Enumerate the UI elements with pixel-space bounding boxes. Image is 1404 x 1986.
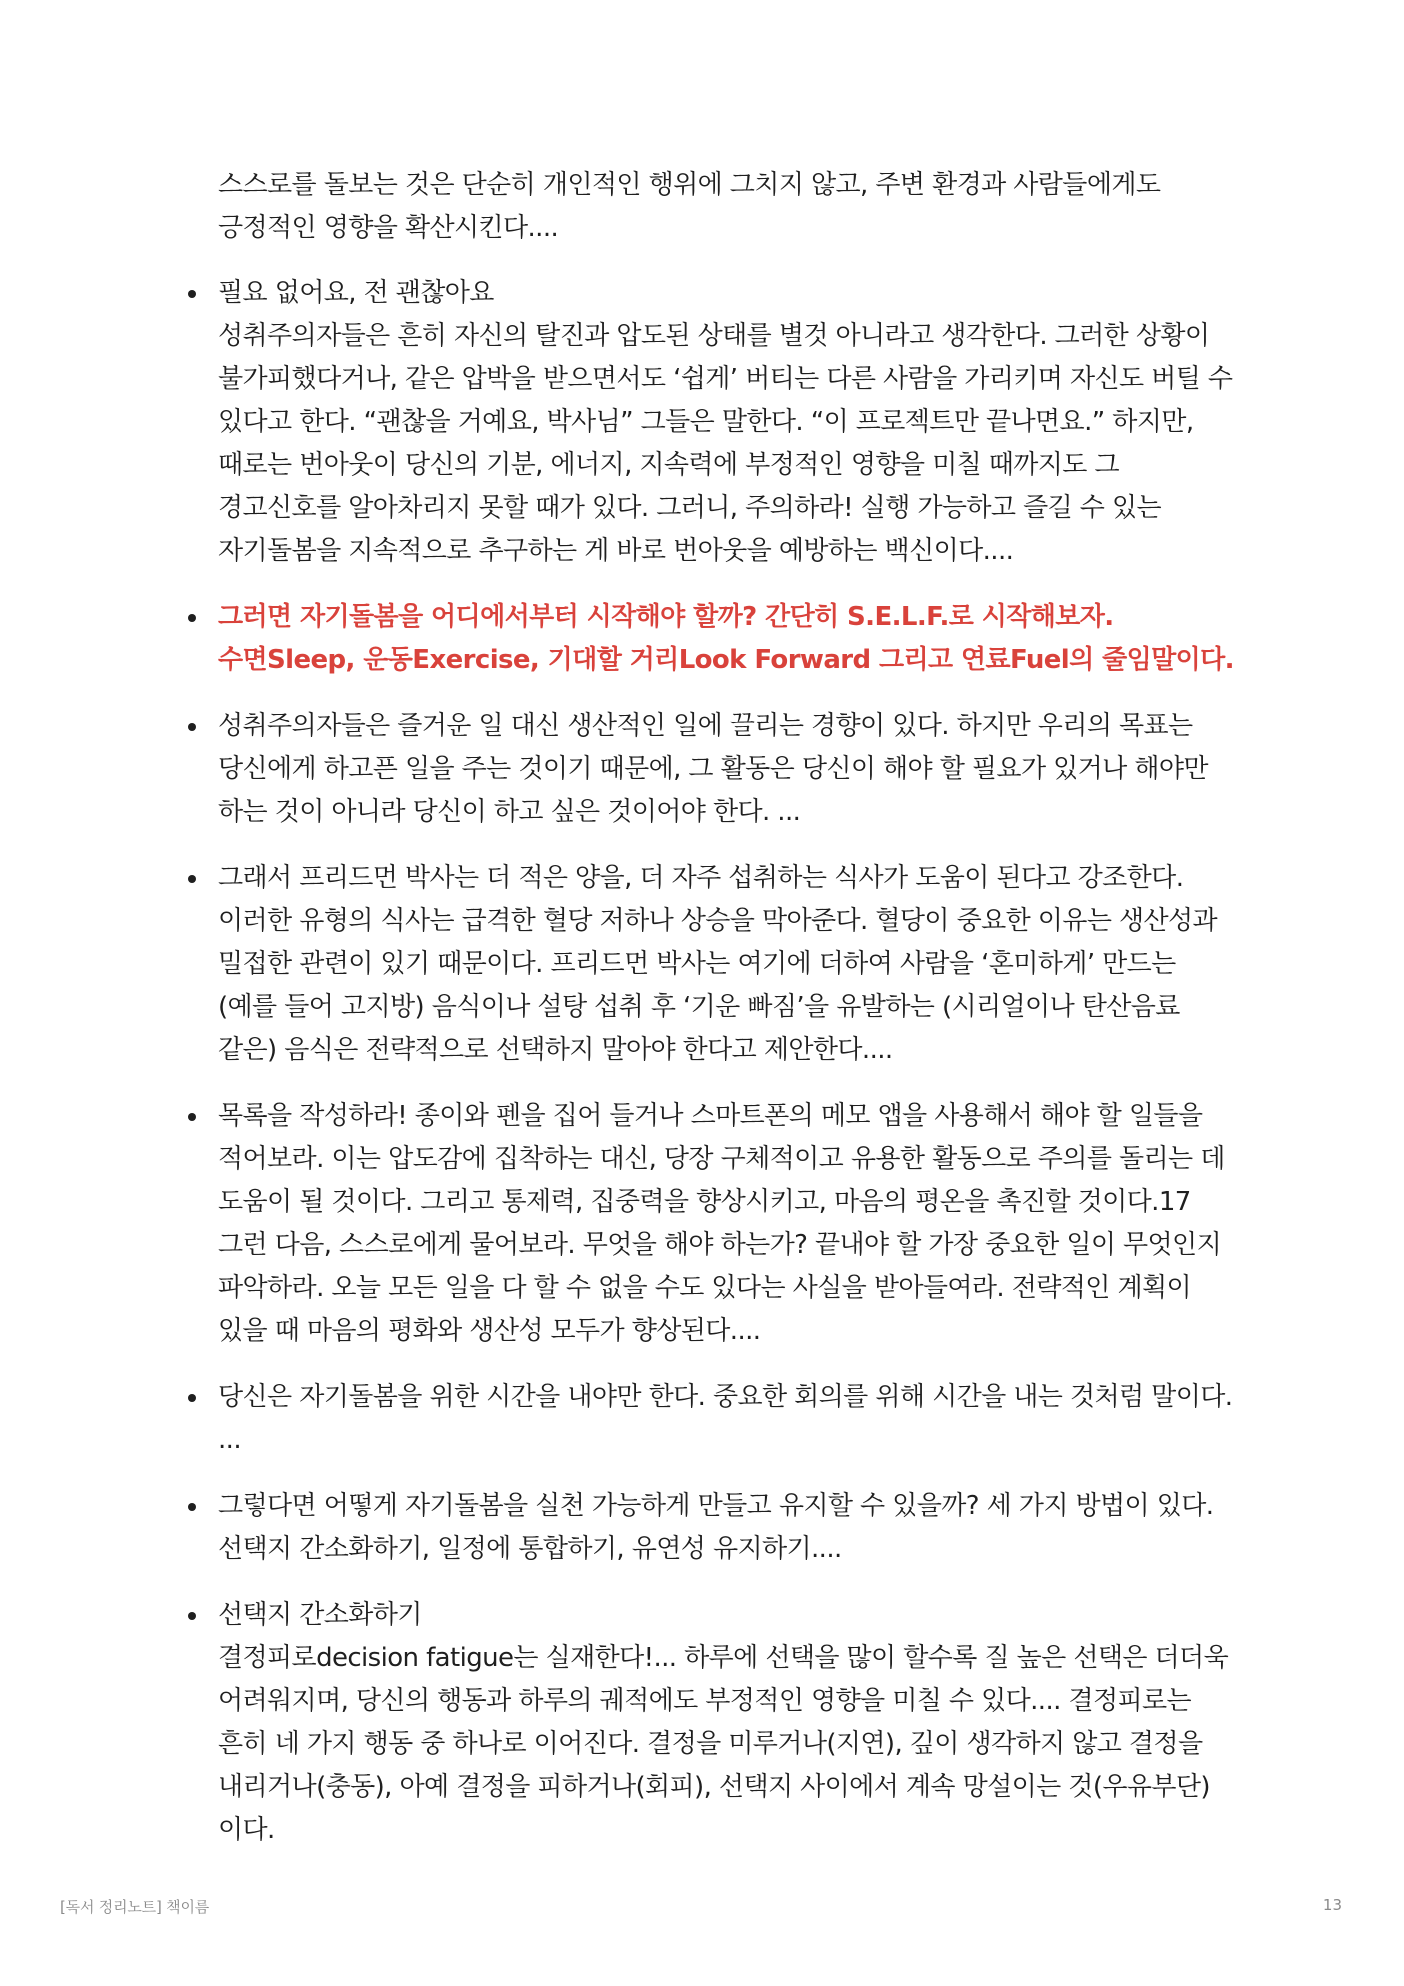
list-item-text: 당신은 자기돌봄을 위한 시간을 내야만 한다. 중요한 회의를 위해 시간을 내는 것처럼 말이다. ... (218, 1382, 1233, 1455)
list-item-text: 목록을 작성하라! 종이와 펜을 집어 들거나 스마트폰의 메모 앱을 사용해서 해야 할 일들을 적어보라. 이는 압도감에 집착하는 대신, 당장 구체적이고 유용한 활동으로 주의를 돌리는 데 도움이 될 것이다. 그리고 통제력, 집중력을 향상시키고, 마음의 평온을 촉진할 것이다.17 그런 다음, 스스로에게 물어보라. 무엇을 해야 하는가? 끝내야 할 가장 중요한 일이 무엇인지 파악하라. 오늘 모든 일을 다 할 수 없을 수도 있다는 사실을 받아들여라. 전략적인 계획이 있을 때 마음의 평화와 생산성 모두가 향상된다.... (218, 1101, 1225, 1346)
list-item-text: 그러면 자기돌봄을 어디에서부터 시작해야 할까? 간단히 S.E.L.F.로 시작해보자. 수면Sleep, 운동Exercise, 기대할 거리Look Forward 그리고 연료Fuel의 줄임말이다. (218, 602, 1234, 675)
list-item-text: 그래서 프리드먼 박사는 더 적은 양을, 더 자주 섭취하는 식사가 도움이 된다고 강조한다. 이러한 유형의 식사는 급격한 혈당 저하나 상승을 막아준다. 혈당이 중요한 이유는 생산성과 밀접한 관련이 있기 때문이다. 프리드먼 박사는 여기에 더하여 사람을 ‘혼미하게’ 만드는 (예를 들어 고지방) 음식이나 설탕 섭취 후 ‘기운 빠짐’을 유발하는 (시리얼이나 탄산음료 같은) 음식은 전략적으로 선택하지 말아야 한다고 제안한다.... (218, 863, 1218, 1065)
list-item-highlighted (218, 596, 1234, 682)
page-content (218, 164, 1234, 1875)
list-item (218, 857, 1234, 1072)
list-item-title: 필요 없어요, 전 괜찮아요 (218, 278, 494, 308)
bullet-list (218, 272, 1234, 1852)
list-item-text: 그렇다면 어떻게 자기돌봄을 실천 가능하게 만들고 유지할 수 있을까? 세 가지 방법이 있다. 선택지 간소화하기, 일정에 통합하기, 유연성 유지하기.... (218, 1491, 1214, 1564)
page-number: 13 (1322, 1896, 1342, 1914)
list-item (218, 1485, 1234, 1571)
list-item-body: 결정피로decision fatigue는 실재한다!... 하루에 선택을 많이 할수록 질 높은 선택은 더더욱 어려워지며, 당신의 행동과 하루의 궤적에도 부정적인 영향을 미칠 수 있다.... 결정피로는 흔히 네 가지 행동 중 하나로 이어진다. 결정을 미루거나(지연), 깊이 생각하지 않고 결정을 내리거나(충동), 아예 결정을 피하거나(회피), 선택지 사이에서 계속 망설이는 것(우유부단)이다. (218, 1643, 1229, 1845)
list-item (218, 1594, 1234, 1852)
intro-paragraph: 스스로를 돌보는 것은 단순히 개인적인 행위에 그치지 않고, 주변 환경과 사람들에게도 긍정적인 영향을 확산시킨다.... (218, 170, 1161, 243)
list-item-body: 성취주의자들은 흔히 자신의 탈진과 압도된 상태를 별것 아니라고 생각한다. 그러한 상황이 불가피했다거나, 같은 압박을 받으면서도 ‘쉽게’ 버티는 다른 사람을 가리키며 자신도 버틸 수 있다고 한다. “괜찮을 거예요, 박사님” 그들은 말한다. “이 프로젝트만 끝나면요.” 하지만, 때로는 번아웃이 당신의 기분, 에너지, 지속력에 부정적인 영향을 미칠 때까지도 그 경고신호를 알아차리지 못할 때가 있다. 그러니, 주의하라! 실행 가능하고 즐길 수 있는 자기돌봄을 지속적으로 추구하는 게 바로 번아웃을 예방하는 백신이다.... (218, 321, 1233, 566)
list-item (218, 272, 1234, 573)
list-item (218, 1376, 1234, 1462)
list-item-title: 선택지 간소화하기 (218, 1600, 422, 1630)
list-item (218, 705, 1234, 834)
footer-book-title: [독서 정리노트] 책이름 (60, 1898, 210, 1916)
list-item (218, 1095, 1234, 1353)
list-item-text: 성취주의자들은 즐거운 일 대신 생산적인 일에 끌리는 경향이 있다. 하지만 우리의 목표는 당신에게 하고픈 일을 주는 것이기 때문에, 그 활동은 당신이 해야 할 필요가 있거나 해야만 하는 것이 아니라 당신이 하고 싶은 것이어야 한다. ... (218, 711, 1208, 827)
